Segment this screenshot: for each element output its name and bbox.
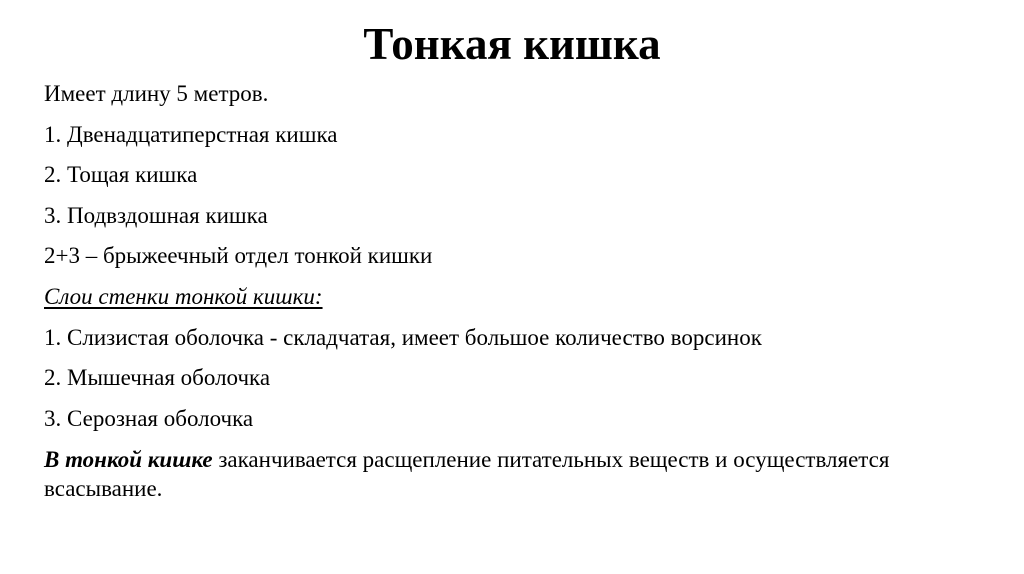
list-item-ileum: 3. Подвздошная кишка	[44, 202, 268, 228]
conclusion-text: заканчивается расщепление питательных веществ и осуществляется всасывание.	[44, 447, 890, 502]
list-item-mucosa: 1. Слизистая оболочка - складчатая, имеет большое количество ворсинок	[44, 324, 762, 350]
slide-body	[44, 80, 984, 503]
conclusion-paragraph	[44, 445, 984, 503]
list-item-jejunum: 2. Тощая кишка	[44, 162, 198, 188]
list-item-duodenum: 1. Двенадцатиперстная кишка	[44, 121, 338, 147]
slide-title: Тонкая кишка	[363, 19, 661, 69]
conclusion-emphasis: В тонкой кишке	[44, 447, 213, 473]
list-item-serosa: 3. Серозная оболочка	[44, 405, 254, 431]
length-text: Имеет длину 5 метров.	[44, 81, 269, 106]
mesenteric-section-text: 2+3 – брыжеечный отдел тонкой кишки	[44, 243, 433, 269]
list-item-muscular: 2. Мышечная оболочка	[44, 365, 271, 391]
layers-heading: Слои стенки тонкой кишки:	[44, 283, 323, 309]
